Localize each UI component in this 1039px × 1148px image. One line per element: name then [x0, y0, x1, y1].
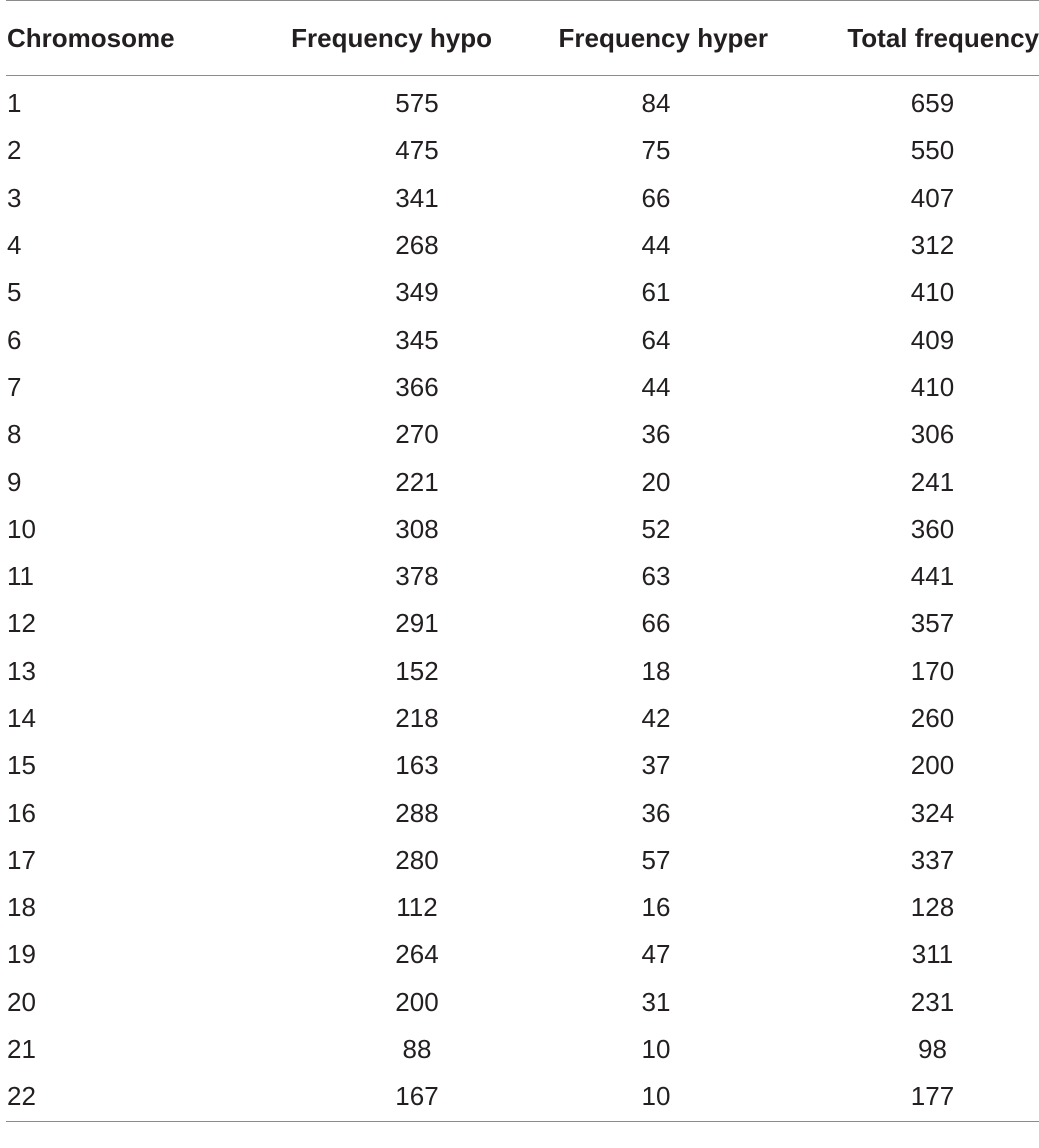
- header-row: [6, 1, 1039, 76]
- cell-chromosome: 18: [7, 892, 36, 923]
- table-row: [6, 506, 1039, 553]
- cell-frequency-hypo: 163: [395, 750, 439, 781]
- cell-chromosome: 7: [7, 371, 22, 402]
- cell-frequency-hypo: 152: [395, 655, 439, 686]
- cell-frequency-hyper: 44: [641, 230, 671, 261]
- header-frequency-hypo: Frequency hypo: [291, 22, 492, 53]
- cell-total-frequency: 170: [910, 655, 955, 686]
- cell-frequency-hyper: 66: [641, 182, 671, 213]
- cell-total-frequency: 410: [910, 371, 955, 402]
- cell-chromosome: 14: [7, 703, 36, 733]
- cell-chromosome: 3: [7, 182, 22, 213]
- cell-frequency-hyper: 20: [641, 466, 671, 497]
- cell-frequency-hyper: 44: [641, 371, 671, 402]
- cell-frequency-hyper: 75: [641, 135, 671, 166]
- header-chromosome: Chromosome: [7, 22, 175, 53]
- cell-total-frequency: 357: [910, 608, 955, 639]
- cell-frequency-hypo: 291: [395, 608, 439, 639]
- cell-total-frequency: 337: [910, 844, 955, 875]
- cell-chromosome: 8: [7, 419, 22, 450]
- table-row: [6, 175, 1039, 222]
- cell-chromosome: 6: [7, 324, 22, 355]
- cell-frequency-hyper: 37: [641, 750, 671, 781]
- cell-frequency-hypo: 341: [395, 182, 439, 213]
- cell-chromosome: 21: [7, 1034, 36, 1065]
- header-total-frequency: Total frequency: [847, 22, 1039, 53]
- table-row: [6, 979, 1039, 1026]
- cell-frequency-hypo: 288: [395, 797, 439, 828]
- table-row: [6, 1073, 1039, 1121]
- table-row: [6, 931, 1039, 978]
- cell-frequency-hyper: 66: [641, 608, 671, 639]
- cell-frequency-hypo: 221: [395, 466, 439, 497]
- table-row: [6, 222, 1039, 269]
- cell-total-frequency: 306: [910, 419, 955, 450]
- table-row: [6, 742, 1039, 789]
- cell-chromosome: 4: [7, 230, 22, 261]
- cell-frequency-hyper: 36: [641, 419, 671, 450]
- cell-total-frequency: 441: [910, 561, 955, 592]
- cell-frequency-hypo: 270: [395, 419, 439, 450]
- cell-frequency-hyper: 18: [641, 655, 671, 686]
- table-row: [6, 600, 1039, 647]
- table-row: [6, 269, 1039, 316]
- table-row: [6, 553, 1039, 600]
- table-row: [6, 316, 1039, 363]
- cell-frequency-hyper: 10: [641, 1034, 671, 1065]
- cell-frequency-hypo: 280: [395, 844, 439, 875]
- cell-total-frequency: 200: [910, 750, 955, 781]
- cell-chromosome: 19: [7, 939, 36, 970]
- table-row: [6, 364, 1039, 411]
- cell-frequency-hypo: 349: [395, 277, 439, 308]
- cell-total-frequency: 550: [910, 135, 955, 166]
- cell-chromosome: 20: [7, 986, 36, 1017]
- cell-chromosome: 16: [7, 797, 36, 828]
- cell-frequency-hyper: 64: [641, 324, 671, 355]
- cell-frequency-hyper: 47: [641, 939, 671, 970]
- cell-chromosome: 22: [7, 1081, 36, 1112]
- frequency-table-container: [6, 0, 1039, 1122]
- table-row: [6, 76, 1039, 128]
- cell-frequency-hypo: 575: [395, 88, 439, 119]
- cell-total-frequency: 98: [918, 1034, 947, 1065]
- cell-chromosome: 13: [7, 655, 36, 686]
- cell-chromosome: 2: [7, 135, 22, 166]
- table-row: [6, 884, 1039, 931]
- cell-frequency-hypo: 200: [395, 986, 439, 1017]
- cell-frequency-hypo: 366: [395, 371, 439, 402]
- cell-frequency-hyper: 42: [641, 703, 671, 733]
- cell-frequency-hyper: 31: [641, 986, 671, 1017]
- cell-frequency-hypo: 268: [395, 230, 439, 261]
- cell-total-frequency: 409: [910, 324, 955, 355]
- cell-frequency-hyper: 61: [641, 277, 671, 308]
- cell-frequency-hypo: 112: [396, 892, 438, 923]
- cell-total-frequency: 231: [910, 986, 955, 1017]
- table-row: [6, 1026, 1039, 1073]
- cell-frequency-hyper: 36: [641, 797, 671, 828]
- cell-chromosome: 15: [7, 750, 36, 781]
- cell-total-frequency: 260: [910, 703, 955, 733]
- table-row: [6, 837, 1039, 884]
- cell-total-frequency: 128: [910, 892, 955, 923]
- cell-frequency-hypo: 308: [395, 513, 439, 544]
- table-header: [6, 1, 1039, 76]
- cell-total-frequency: 324: [910, 797, 955, 828]
- cell-frequency-hypo: 345: [395, 324, 439, 355]
- cell-chromosome: 11: [7, 561, 34, 592]
- cell-frequency-hyper: 57: [641, 844, 671, 875]
- table-body: [6, 76, 1039, 1122]
- cell-frequency-hyper: 63: [641, 561, 671, 592]
- cell-chromosome: 1: [7, 88, 22, 119]
- header-frequency-hyper: Frequency hyper: [558, 22, 768, 53]
- cell-frequency-hypo: 167: [395, 1081, 439, 1112]
- cell-total-frequency: 360: [910, 513, 955, 544]
- cell-chromosome: 5: [7, 277, 22, 308]
- cell-total-frequency: 177: [910, 1081, 955, 1112]
- cell-frequency-hypo: 378: [395, 561, 439, 592]
- cell-total-frequency: 659: [910, 88, 955, 119]
- table-row: [6, 411, 1039, 458]
- table-row: [6, 648, 1039, 695]
- cell-frequency-hypo: 218: [395, 703, 439, 733]
- table-row: [6, 127, 1039, 174]
- cell-chromosome: 12: [7, 608, 36, 639]
- cell-frequency-hyper: 10: [641, 1081, 671, 1112]
- cell-frequency-hypo: 88: [402, 1034, 432, 1065]
- cell-chromosome: 17: [7, 844, 36, 875]
- cell-frequency-hyper: 16: [641, 892, 671, 923]
- cell-total-frequency: 410: [910, 277, 955, 308]
- table-row: [6, 695, 1039, 742]
- cell-chromosome: 10: [7, 513, 36, 544]
- cell-total-frequency: 312: [910, 230, 955, 261]
- table-row: [6, 458, 1039, 505]
- chromosome-frequency-table: [6, 0, 1039, 1122]
- cell-frequency-hypo: 264: [395, 939, 439, 970]
- cell-chromosome: 9: [7, 466, 22, 497]
- cell-frequency-hypo: 475: [395, 135, 439, 166]
- table-row: [6, 789, 1039, 836]
- cell-total-frequency: 311: [911, 939, 954, 970]
- cell-frequency-hyper: 84: [641, 88, 671, 119]
- cell-frequency-hyper: 52: [641, 513, 671, 544]
- cell-total-frequency: 407: [910, 182, 955, 213]
- cell-total-frequency: 241: [910, 466, 955, 497]
